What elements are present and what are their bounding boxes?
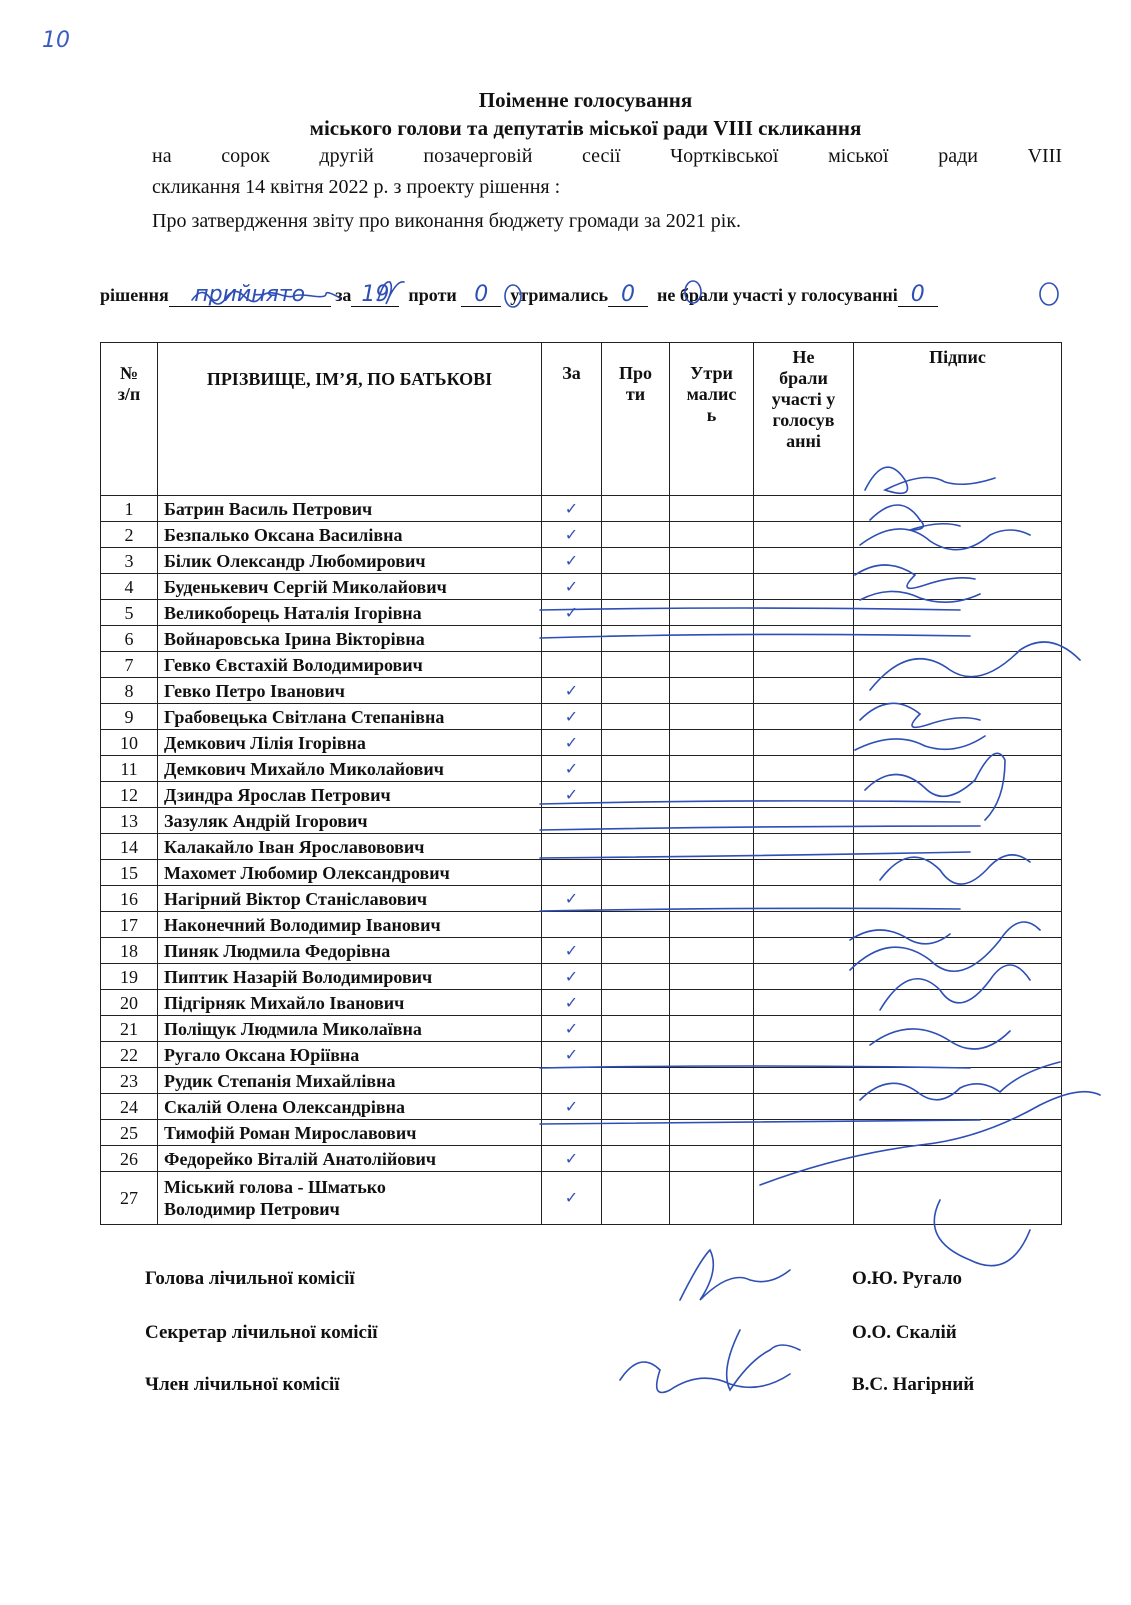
- for-label: за: [335, 285, 352, 305]
- row-number: 15: [101, 860, 158, 886]
- table-row: [101, 886, 1062, 912]
- vote-for: ✓: [542, 886, 602, 912]
- vote-for: ✓: [542, 782, 602, 808]
- abstained-count: 0: [608, 284, 648, 307]
- vote-for: [542, 808, 602, 834]
- vote-not-voted: [754, 1042, 854, 1068]
- row-number: 9: [101, 704, 158, 730]
- page-number-handwritten: 10: [42, 28, 70, 53]
- vote-abstained: [670, 990, 754, 1016]
- against-label: проти: [408, 285, 457, 305]
- table-row: [101, 548, 1062, 574]
- vote-against: [602, 860, 670, 886]
- signature-cell: [854, 1120, 1062, 1146]
- vote-result-line: [100, 284, 1080, 307]
- table-row: [101, 496, 1062, 522]
- chair-label: Голова лічильної комісії: [145, 1268, 355, 1289]
- table-row: [101, 1120, 1062, 1146]
- intro-line-1: на сорок другій позачерговій сесії Чортківської міської ради VIII: [152, 145, 1062, 167]
- deputy-name: Міський голова - Шматько Володимир Петрович: [158, 1172, 542, 1225]
- vote-not-voted: [754, 600, 854, 626]
- header-abstained: [670, 343, 754, 496]
- row-number: 21: [101, 1016, 158, 1042]
- row-number: 7: [101, 652, 158, 678]
- vote-for: [542, 860, 602, 886]
- vote-for: [542, 652, 602, 678]
- not-voted-count: 0: [898, 284, 938, 307]
- table-row: [101, 652, 1062, 678]
- table-row: [101, 704, 1062, 730]
- deputy-name: Калакайло Іван Ярославовович: [158, 834, 542, 860]
- signature-cell: [854, 678, 1062, 704]
- draft-decision-title: Про затвердження звіту про виконання бюджету громади за 2021 рік.: [152, 210, 742, 232]
- vote-against: [602, 1120, 670, 1146]
- vote-for: [542, 834, 602, 860]
- vote-for: [542, 1120, 602, 1146]
- deputy-name: Войнаровська Ірина Вікторівна: [158, 626, 542, 652]
- vote-against: [602, 652, 670, 678]
- secretary-name: О.О. Скалій: [852, 1322, 957, 1343]
- table-row: [101, 1094, 1062, 1120]
- table-header-row: [101, 343, 1062, 496]
- signature-cell: [854, 938, 1062, 964]
- table-row: [101, 860, 1062, 886]
- decision-label: рішення: [100, 285, 169, 305]
- vote-for: [542, 1068, 602, 1094]
- row-number: 2: [101, 522, 158, 548]
- deputy-name: Федорейко Віталій Анатолійович: [158, 1146, 542, 1172]
- vote-against: [602, 964, 670, 990]
- abstained-label: утримались: [510, 285, 608, 305]
- header-against-text: Про ти: [618, 363, 652, 404]
- against-count: 0: [461, 284, 501, 307]
- deputy-name: Демкович Лілія Ігорівна: [158, 730, 542, 756]
- table-row: [101, 600, 1062, 626]
- signature-cell: [854, 1068, 1062, 1094]
- table-row: [101, 1068, 1062, 1094]
- signature-cell: [854, 860, 1062, 886]
- vote-not-voted: [754, 704, 854, 730]
- vote-not-voted: [754, 938, 854, 964]
- vote-not-voted: [754, 1172, 854, 1225]
- row-number: 5: [101, 600, 158, 626]
- vote-for: ✓: [542, 496, 602, 522]
- signature-cell: [854, 730, 1062, 756]
- vote-not-voted: [754, 1068, 854, 1094]
- table-row: [101, 912, 1062, 938]
- vote-against: [602, 1146, 670, 1172]
- vote-abstained: [670, 1094, 754, 1120]
- deputy-name: Пиняк Людмила Федорівна: [158, 938, 542, 964]
- table-row: [101, 964, 1062, 990]
- vote-for: ✓: [542, 964, 602, 990]
- member-label: Член лічильної комісії: [145, 1374, 340, 1395]
- table-row: [101, 1172, 1062, 1225]
- vote-for: ✓: [542, 522, 602, 548]
- member-name: В.С. Нагірний: [852, 1374, 975, 1395]
- row-number: 12: [101, 782, 158, 808]
- vote-against: [602, 1042, 670, 1068]
- vote-against: [602, 600, 670, 626]
- vote-against: [602, 782, 670, 808]
- header-not-voted: [754, 343, 854, 496]
- header-signature-text: Підпис: [929, 347, 986, 367]
- vote-abstained: [670, 1042, 754, 1068]
- row-number: 19: [101, 964, 158, 990]
- secretary-label: Секретар лічильної комісії: [145, 1322, 378, 1343]
- vote-not-voted: [754, 730, 854, 756]
- header-name: [158, 343, 542, 496]
- vote-not-voted: [754, 860, 854, 886]
- vote-not-voted: [754, 782, 854, 808]
- vote-not-voted: [754, 886, 854, 912]
- header-against: [602, 343, 670, 496]
- vote-abstained: [670, 600, 754, 626]
- vote-not-voted: [754, 964, 854, 990]
- vote-against: [602, 834, 670, 860]
- vote-for: ✓: [542, 730, 602, 756]
- signature-cell: [854, 626, 1062, 652]
- header-num: [101, 343, 158, 496]
- vote-not-voted: [754, 678, 854, 704]
- vote-abstained: [670, 782, 754, 808]
- vote-against: [602, 548, 670, 574]
- row-number: 1: [101, 496, 158, 522]
- row-number: 22: [101, 1042, 158, 1068]
- signature-cell: [854, 886, 1062, 912]
- vote-for: ✓: [542, 1172, 602, 1225]
- signature-cell: [854, 912, 1062, 938]
- vote-against: [602, 626, 670, 652]
- signature-cell: [854, 600, 1062, 626]
- row-number: 26: [101, 1146, 158, 1172]
- signature-cell: [854, 496, 1062, 522]
- table-row: [101, 522, 1062, 548]
- vote-abstained: [670, 496, 754, 522]
- vote-against: [602, 886, 670, 912]
- row-number: 20: [101, 990, 158, 1016]
- vote-abstained: [670, 964, 754, 990]
- deputy-name: Поліщук Людмила Миколаївна: [158, 1016, 542, 1042]
- vote-not-voted: [754, 496, 854, 522]
- deputy-name: Великоборець Наталія Ігорівна: [158, 600, 542, 626]
- signature-cell: [854, 1016, 1062, 1042]
- vote-against: [602, 912, 670, 938]
- vote-abstained: [670, 1068, 754, 1094]
- vote-abstained: [670, 808, 754, 834]
- row-number: 17: [101, 912, 158, 938]
- vote-for: ✓: [542, 600, 602, 626]
- row-number: 24: [101, 1094, 158, 1120]
- deputy-name: Пиптик Назарій Володимирович: [158, 964, 542, 990]
- vote-abstained: [670, 730, 754, 756]
- row-number: 18: [101, 938, 158, 964]
- vote-for: [542, 912, 602, 938]
- vote-for: ✓: [542, 1094, 602, 1120]
- signature-cell: [854, 522, 1062, 548]
- signature-cell: [854, 756, 1062, 782]
- vote-not-voted: [754, 1120, 854, 1146]
- deputy-name: Ругало Оксана Юріївна: [158, 1042, 542, 1068]
- vote-against: [602, 574, 670, 600]
- deputy-name: Тимофій Роман Мирославович: [158, 1120, 542, 1146]
- vote-against: [602, 756, 670, 782]
- signature-cell: [854, 1094, 1062, 1120]
- vote-not-voted: [754, 522, 854, 548]
- for-count: 19: [351, 284, 399, 307]
- vote-against: [602, 496, 670, 522]
- document-title: Поіменне голосування: [478, 88, 693, 112]
- table-row: [101, 808, 1062, 834]
- row-number: 6: [101, 626, 158, 652]
- row-number: 4: [101, 574, 158, 600]
- vote-against: [602, 1094, 670, 1120]
- vote-not-voted: [754, 574, 854, 600]
- vote-against: [602, 808, 670, 834]
- row-number: 25: [101, 1120, 158, 1146]
- vote-not-voted: [754, 1146, 854, 1172]
- row-number: 14: [101, 834, 158, 860]
- vote-for: ✓: [542, 990, 602, 1016]
- vote-against: [602, 938, 670, 964]
- row-number: 8: [101, 678, 158, 704]
- table-row: [101, 990, 1062, 1016]
- deputy-name: Зазуляк Андрій Ігорович: [158, 808, 542, 834]
- vote-abstained: [670, 626, 754, 652]
- vote-not-voted: [754, 756, 854, 782]
- row-number: 16: [101, 886, 158, 912]
- signature-cell: [854, 652, 1062, 678]
- deputy-name: Скалій Олена Олександрівна: [158, 1094, 542, 1120]
- vote-abstained: [670, 756, 754, 782]
- vote-abstained: [670, 652, 754, 678]
- table-row: [101, 574, 1062, 600]
- signature-cell: [854, 1042, 1062, 1068]
- deputy-name: Демкович Михайло Миколайович: [158, 756, 542, 782]
- row-number: 11: [101, 756, 158, 782]
- table-row: [101, 938, 1062, 964]
- signature-cell: [854, 704, 1062, 730]
- vote-not-voted: [754, 1016, 854, 1042]
- vote-not-voted: [754, 834, 854, 860]
- vote-abstained: [670, 912, 754, 938]
- vote-abstained: [670, 1120, 754, 1146]
- row-number: 23: [101, 1068, 158, 1094]
- document-subtitle: міського голови та депутатів міської ради VIII скликання: [309, 116, 862, 140]
- header-num-text: № з/п: [117, 363, 141, 404]
- signature-cell: [854, 574, 1062, 600]
- deputy-name: Махомет Любомир Олександрович: [158, 860, 542, 886]
- deputy-name: Підгірняк Михайло Іванович: [158, 990, 542, 1016]
- vote-abstained: [670, 574, 754, 600]
- vote-for: ✓: [542, 938, 602, 964]
- vote-abstained: [670, 860, 754, 886]
- vote-for: [542, 626, 602, 652]
- signature-cell: [854, 782, 1062, 808]
- vote-for: ✓: [542, 1042, 602, 1068]
- table-row: [101, 626, 1062, 652]
- signature-cell: [854, 834, 1062, 860]
- not-voted-label: не брали участі у голосуванні: [657, 285, 898, 305]
- vote-abstained: [670, 522, 754, 548]
- row-number: 27: [101, 1172, 158, 1225]
- vote-abstained: [670, 704, 754, 730]
- table-row: [101, 1042, 1062, 1068]
- row-number: 3: [101, 548, 158, 574]
- vote-for: ✓: [542, 704, 602, 730]
- deputy-name: Гевко Євстахій Володимирович: [158, 652, 542, 678]
- vote-not-voted: [754, 808, 854, 834]
- signature-cell: [854, 548, 1062, 574]
- deputy-name: Батрин Василь Петрович: [158, 496, 542, 522]
- deputy-name: Білик Олександр Любомирович: [158, 548, 542, 574]
- vote-for: ✓: [542, 678, 602, 704]
- vote-for: ✓: [542, 1016, 602, 1042]
- vote-abstained: [670, 938, 754, 964]
- deputy-name: Буденькевич Сергій Миколайович: [158, 574, 542, 600]
- deputy-name: Нагірний Віктор Станіславович: [158, 886, 542, 912]
- deputy-name: Гевко Петро Іванович: [158, 678, 542, 704]
- vote-against: [602, 678, 670, 704]
- vote-table: [100, 342, 1062, 1225]
- table-row: [101, 1016, 1062, 1042]
- deputy-name: Безпалько Оксана Василівна: [158, 522, 542, 548]
- header-for: [542, 343, 602, 496]
- vote-not-voted: [754, 990, 854, 1016]
- decision-value: прийнято: [169, 284, 331, 307]
- header-signature: [854, 343, 1062, 496]
- intro-line-2: скликання 14 квітня 2022 р. з проекту рішення :: [152, 176, 561, 198]
- table-row: [101, 730, 1062, 756]
- vote-abstained: [670, 548, 754, 574]
- vote-against: [602, 704, 670, 730]
- table-row: [101, 678, 1062, 704]
- signature-cell: [854, 990, 1062, 1016]
- vote-not-voted: [754, 912, 854, 938]
- table-row: [101, 782, 1062, 808]
- vote-for: ✓: [542, 756, 602, 782]
- vote-against: [602, 1172, 670, 1225]
- chair-name: О.Ю. Ругало: [852, 1268, 962, 1289]
- deputy-name: Дзиндра Ярослав Петрович: [158, 782, 542, 808]
- deputy-name: Наконечний Володимир Іванович: [158, 912, 542, 938]
- signature-cell: [854, 964, 1062, 990]
- row-number: 10: [101, 730, 158, 756]
- vote-against: [602, 730, 670, 756]
- header-name-text: ПРІЗВИЩЕ, ІМ’Я, ПО БАТЬКОВІ: [206, 369, 493, 389]
- deputy-name: Рудик Степанія Михайлівна: [158, 1068, 542, 1094]
- vote-against: [602, 1068, 670, 1094]
- vote-abstained: [670, 886, 754, 912]
- vote-not-voted: [754, 548, 854, 574]
- vote-for: ✓: [542, 548, 602, 574]
- vote-abstained: [670, 1146, 754, 1172]
- vote-against: [602, 1016, 670, 1042]
- header-not-voted-text: Не брали участі у голосув анні: [771, 347, 836, 451]
- vote-against: [602, 990, 670, 1016]
- vote-abstained: [670, 1016, 754, 1042]
- vote-not-voted: [754, 626, 854, 652]
- table-row: [101, 834, 1062, 860]
- vote-abstained: [670, 834, 754, 860]
- row-number: 13: [101, 808, 158, 834]
- signature-cell: [854, 1172, 1062, 1225]
- header-for-text: За: [562, 363, 581, 383]
- signature-cell: [854, 808, 1062, 834]
- vote-abstained: [670, 678, 754, 704]
- signature-cell: [854, 1146, 1062, 1172]
- vote-not-voted: [754, 652, 854, 678]
- table-row: [101, 756, 1062, 782]
- vote-against: [602, 522, 670, 548]
- header-abstained-text: Утри малис ь: [686, 363, 737, 425]
- table-row: [101, 1146, 1062, 1172]
- vote-for: ✓: [542, 574, 602, 600]
- vote-not-voted: [754, 1094, 854, 1120]
- vote-abstained: [670, 1172, 754, 1225]
- deputy-name: Грабовецька Світлана Степанівна: [158, 704, 542, 730]
- vote-for: ✓: [542, 1146, 602, 1172]
